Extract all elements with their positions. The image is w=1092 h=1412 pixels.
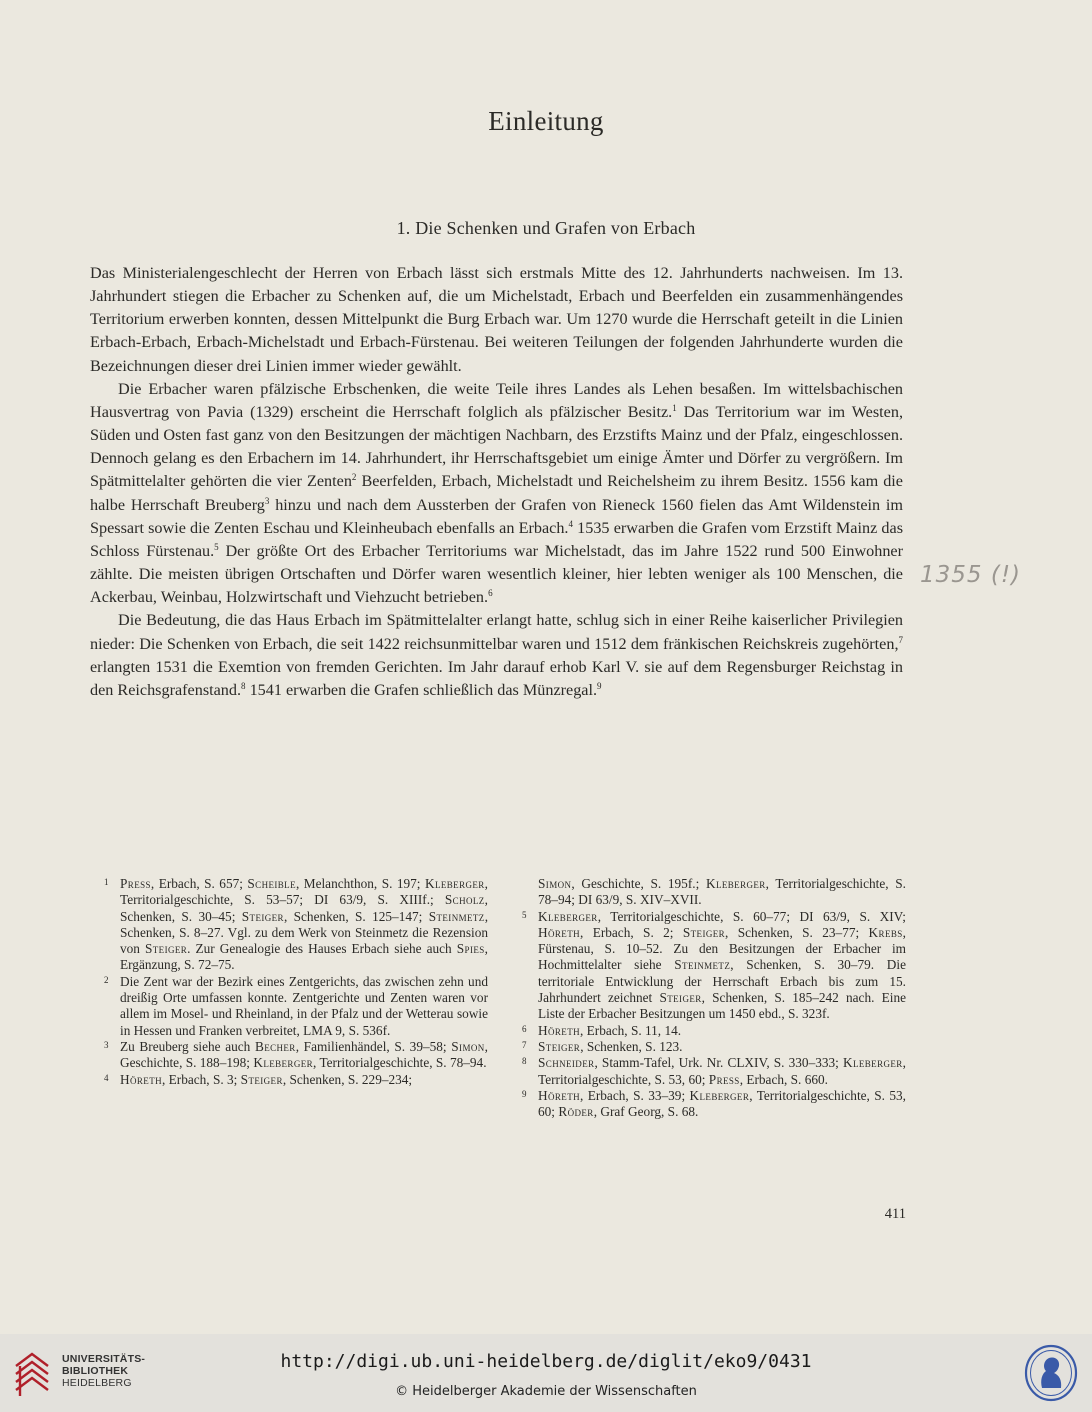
academy-seal-icon[interactable]: [1024, 1344, 1078, 1402]
footnote: 9 Höreth, Erbach, S. 33–39; Kleberger, Territorialgeschichte, S. 53, 60; Röder, Graf Georg, S. 68.: [522, 1087, 906, 1120]
paragraph: Das Ministerialengeschlecht der Herren von Erbach lässt sich erstmals Mitte des 12. Jahrhunderts nachweisen. Im 13. Jahrhundert stiegen die Erbacher zu Schenken auf, die um Michelstadt, Erbach und Beerfelden ein zusammenhängendes Territorium erwerben konnten, dessen Mittelpunkt die Burg Erbach war. Um 1270 wurde die Herrschaft geteilt in die Linien Erbach-Erbach, Erbach-Michelstadt und Erbach-Fürstenau. Bei weiteren Teilungen der folgenden Jahrhunderte wurden die Bezeichnungen dieser drei Linien immer wieder gewählt.: [90, 264, 903, 375]
footnote: 5 Kleberger, Territorialgeschichte, S. 60–77; DI 63/9, S. XIV; Höreth, Erbach, S. 2; Steiger, Schenken, S. 23–77; Krebs, Fürstenau, S. 10–52. Zu den Besitzungen der Erbacher im Hochmittelalter siehe Steinmetz, Schenken, S. 30–79. Die territoriale Entwicklung der Herrschaft Erbach bis zum 15. Jahrhundert zeichnet Steiger, Schenken, S. 185–242 nach. Eine Liste der Erbacher Besitzungen um 1450 ebd., S. 323f.: [522, 908, 907, 1022]
viewer-footer: [0, 1334, 1092, 1412]
paragraph: Die Erbacher waren pfälzische Erbschenken, die weite Teile ihres Landes als Lehen besaßen. Im wittelsbachischen Hausvertrag von Pavia (1329) erscheint die Herrschaft folglich als pfälzischer Besitz.$^1$ Das Territorium war im Westen, Süden und Osten fast ganz von den Besitzungen der mächtigen Nachbarn, des Erzstifts Mainz und der Pfalz, eingeschlossen. Dennoch gelang es den Erbachern im 14. Jahrhundert, ihr Herrschaftsgebiet um einige Ämter und Dörfer zu vergrößern. Im Spätmittelalter gehörten die vier Zenten$^2$ Beerfelden, Erbach, Michelstadt und Reichelsheim zu ihrem Besitz. 1556 kam die halbe Herrschaft Breuberg$^3$ hinzu und nach dem Aussterben der Grafen von Rieneck 1560 fielen das Amt Wildenstein im Spessart sowie die Zenten Eschau und Kleinheubach ebenfalls an Erbach.$^4$ 1535 erwarben die Grafen vom Erzstift Mainz das Schloss Fürstenau.$^5$ Der größte Ort des Erbacher Territoriums war Michelstadt, das im Jahre 1522 rund 500 Einwohner zählte. Die meisten übrigen Ortschaften und Dörfer waren wesentlich kleiner, hier lebten weniger als 100 Menschen, die Ackerbau, Weinbau, Holzwirtschaft und Viehzucht betrieben.$^6$: [90, 379, 903, 607]
footnote-ref[interactable]: 5: [214, 541, 219, 552]
footnote-ref[interactable]: 1: [672, 402, 677, 413]
footnote-ref[interactable]: 2: [351, 472, 357, 483]
page-number: 411: [884, 1206, 906, 1222]
footnotes-right-column: [522, 876, 906, 1120]
footnote: 8 Schneider, Stamm-Tafel, Urk. Nr. CLXIV, S. 330–333; Kleberger, Territorialgeschichte, S. 53, 60; Press, Erbach, S. 660.: [522, 1055, 906, 1087]
library-name[interactable]: UNIVERSITÄTS- BIBLIOTHEK HEIDELBERG: [62, 1353, 146, 1389]
footnote-ref[interactable]: 8: [241, 680, 246, 691]
footnote-ref[interactable]: 9: [597, 680, 602, 691]
footnote-ref[interactable]: 3: [264, 495, 270, 506]
paragraph: Die Bedeutung, die das Haus Erbach im Spätmittelalter erlangt hatte, schlug sich in einer Reihe kaiserlicher Privilegien nieder: Die Schenken von Erbach, die seit 1422 reichsunmittelbar waren und 1512 dem fränkischen Reichskreis zugehörten,$^7$ erlangten 1531 die Exemtion von fremden Gerichten. Im Jahr darauf erhob Karl V. sie auf dem Regensburger Reichstag in den Reichsgrafenstand.$^8$ 1541 erwarben die Grafen schließlich das Münzregal.$^9$: [90, 611, 903, 699]
footnotes-left-column: [104, 876, 488, 1088]
page-title: Einleitung: [488, 106, 604, 136]
footnote: 6 Höreth, Erbach, S. 11, 14.: [522, 1022, 682, 1038]
footnote: 7 Steiger, Schenken, S. 123.: [522, 1038, 683, 1054]
footnote-ref[interactable]: 4: [568, 518, 573, 529]
permalink-url[interactable]: http://digi.ub.uni-heidelberg.de/diglit/eko9/0431: [280, 1351, 812, 1372]
footnote-continuation: Simon, Geschichte, S. 195f.; Kleberger, Territorialgeschichte, S. 78–94; DI 63/9, S. XIV–XVII.: [538, 876, 906, 908]
copyright-notice: © Heidelberger Akademie der Wissenschaften: [395, 1384, 697, 1399]
footnote: 1 Press, Erbach, S. 657; Scheible, Melanchthon, S. 197; Kleberger, Territorialgeschichte, S. 53–57; DI 63/9, S. XIIIf.; Scholz, Schenken, S. 30–45; Steiger, Schenken, S. 125–147; Steinmetz, Schenken, S. 8–27. Vgl. zu dem Werk von Steinmetz die Rezension von Steiger. Zur Genealogie des Hauses Erbach siehe auch Spies, Ergänzung, S. 72–75.: [104, 876, 489, 973]
running-head-faint: [380, 58, 580, 68]
footnote: 2 Die Zent war der Bezirk eines Zentgerichts, das zwischen zehn und dreißig Orte umfassen konnte. Zentgerichte und Zenten waren vor allem im Mosel- und Rheinland, in der Pfalz und der Wetterau sowie in Hessen und Franken verbreitet, LMA 9, S. 536f.: [104, 973, 488, 1038]
footnote-ref[interactable]: 7: [898, 634, 903, 645]
footnote-ref[interactable]: 6: [488, 588, 493, 599]
footnote: 3 Zu Breuberg siehe auch Becher, Familienhändel, S. 39–58; Simon, Geschichte, S. 188–198; Kleberger, Territorialgeschichte, S. 78–94.: [104, 1038, 488, 1071]
section-title: 1. Die Schenken und Grafen von Erbach: [396, 218, 696, 238]
footnote: 4 Höreth, Erbach, S. 3; Steiger, Schenken, S. 229–234;: [104, 1071, 413, 1087]
handwritten-margin-note: 1355 (!): [920, 562, 1022, 588]
main-text: [90, 262, 903, 702]
